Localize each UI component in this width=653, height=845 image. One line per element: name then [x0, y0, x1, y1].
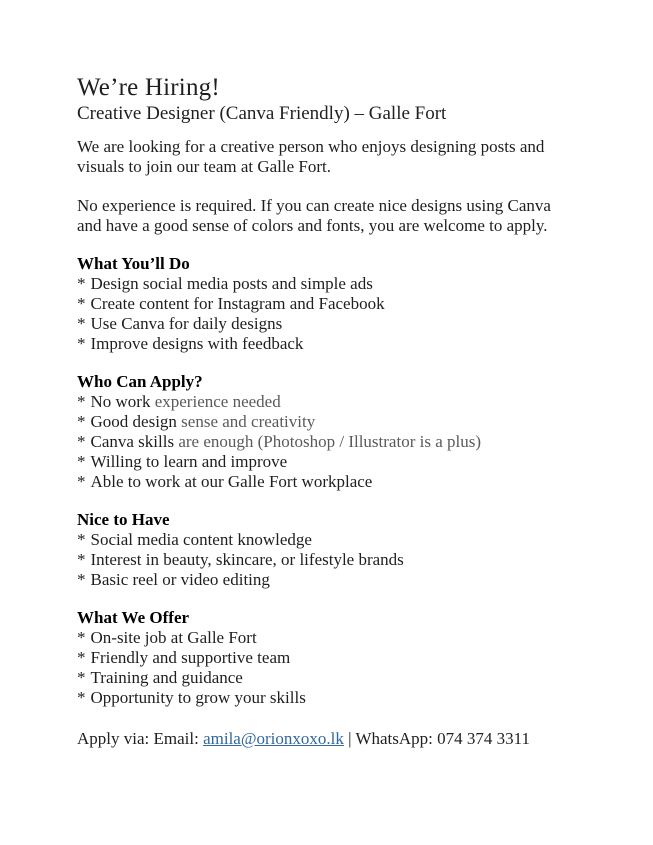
apply-line — [77, 729, 561, 749]
list-item-text: Willing to learn and improve — [90, 452, 288, 471]
section-who-can-apply — [77, 372, 561, 492]
page-subtitle: Creative Designer (Canva Friendly) – Galle Fort — [77, 103, 447, 124]
list-item — [77, 392, 561, 412]
list-item-text: Basic reel or video editing — [90, 570, 270, 589]
section-heading: Who Can Apply? — [77, 372, 203, 391]
list-item — [77, 412, 561, 432]
list-item — [77, 550, 561, 570]
list-item-text: Improve designs with feedback — [90, 334, 304, 353]
list-item — [77, 628, 561, 648]
list-item-text: Opportunity to grow your skills — [90, 688, 306, 707]
bullet-marker: * — [77, 412, 86, 431]
list-item — [77, 432, 561, 452]
bullet-marker: * — [77, 334, 86, 353]
list-item — [77, 314, 561, 334]
list-item-text: Interest in beauty, skincare, or lifestyle brands — [90, 550, 404, 569]
list-item — [77, 530, 561, 550]
bullet-marker: * — [77, 668, 86, 687]
list-item-text: Social media content knowledge — [90, 530, 312, 549]
list-item — [77, 274, 561, 294]
bullet-marker: * — [77, 648, 86, 667]
list-item-text: Friendly and supportive team — [90, 648, 291, 667]
list-item-text: Able to work at our Galle Fort workplace — [90, 472, 373, 491]
list-item-text: On-site job at Galle Fort — [90, 628, 257, 647]
bullet-marker: * — [77, 392, 86, 411]
intro-paragraph-2: No experience is required. If you can create nice designs using Canva and have a good sense of colors and fonts, you are welcome to apply. — [77, 196, 551, 235]
bullet-marker: * — [77, 314, 86, 333]
whatsapp-number: 074 374 3311 — [437, 729, 531, 748]
section-heading: Nice to Have — [77, 510, 170, 529]
bullet-marker: * — [77, 688, 86, 707]
list-item-text: experience needed — [154, 392, 281, 411]
bullet-marker: * — [77, 550, 86, 569]
bullet-marker: * — [77, 432, 86, 451]
list-item — [77, 472, 561, 492]
bullet-marker: * — [77, 570, 86, 589]
bullet-marker: * — [77, 472, 86, 491]
section-what-we-offer — [77, 608, 561, 708]
section-nice-to-have — [77, 510, 561, 590]
whatsapp-label: WhatsApp: — [355, 729, 438, 748]
list-item-text: Use Canva for daily designs — [90, 314, 283, 333]
list-item-text: Create content for Instagram and Facebook — [90, 294, 385, 313]
list-item — [77, 294, 561, 314]
list-item-text: Training and guidance — [90, 668, 243, 687]
section-heading: What You’ll Do — [77, 254, 190, 273]
list-item-text: are enough (Photoshop / Illustrator is a plus) — [178, 432, 481, 451]
apply-prefix: Apply via: Email: — [77, 729, 204, 748]
list-item-text: No work — [90, 392, 155, 411]
sections-container — [77, 254, 561, 708]
list-item — [77, 334, 561, 354]
page-title: We’re Hiring! — [77, 74, 220, 101]
bullet-marker: * — [77, 628, 86, 647]
list-item — [77, 570, 561, 590]
email-link[interactable]: amila@orionxoxo.lk — [203, 729, 344, 748]
list-item-text: Canva skills — [90, 432, 179, 451]
section-what-you-ll-do — [77, 254, 561, 354]
list-item-text: sense and creativity — [181, 412, 316, 431]
bullet-marker: * — [77, 452, 86, 471]
list-item — [77, 688, 561, 708]
list-item — [77, 668, 561, 688]
bullet-marker: * — [77, 294, 86, 313]
section-heading: What We Offer — [77, 608, 190, 627]
bullet-marker: * — [77, 530, 86, 549]
list-item — [77, 452, 561, 472]
list-item-text: Good design — [90, 412, 182, 431]
apply-separator: | — [343, 729, 356, 748]
list-item-text: Design social media posts and simple ads — [90, 274, 373, 293]
bullet-marker: * — [77, 274, 86, 293]
intro-paragraph-1: We are looking for a creative person who enjoys designing posts and visuals to join our team at Galle Fort. — [77, 137, 545, 176]
list-item — [77, 648, 561, 668]
